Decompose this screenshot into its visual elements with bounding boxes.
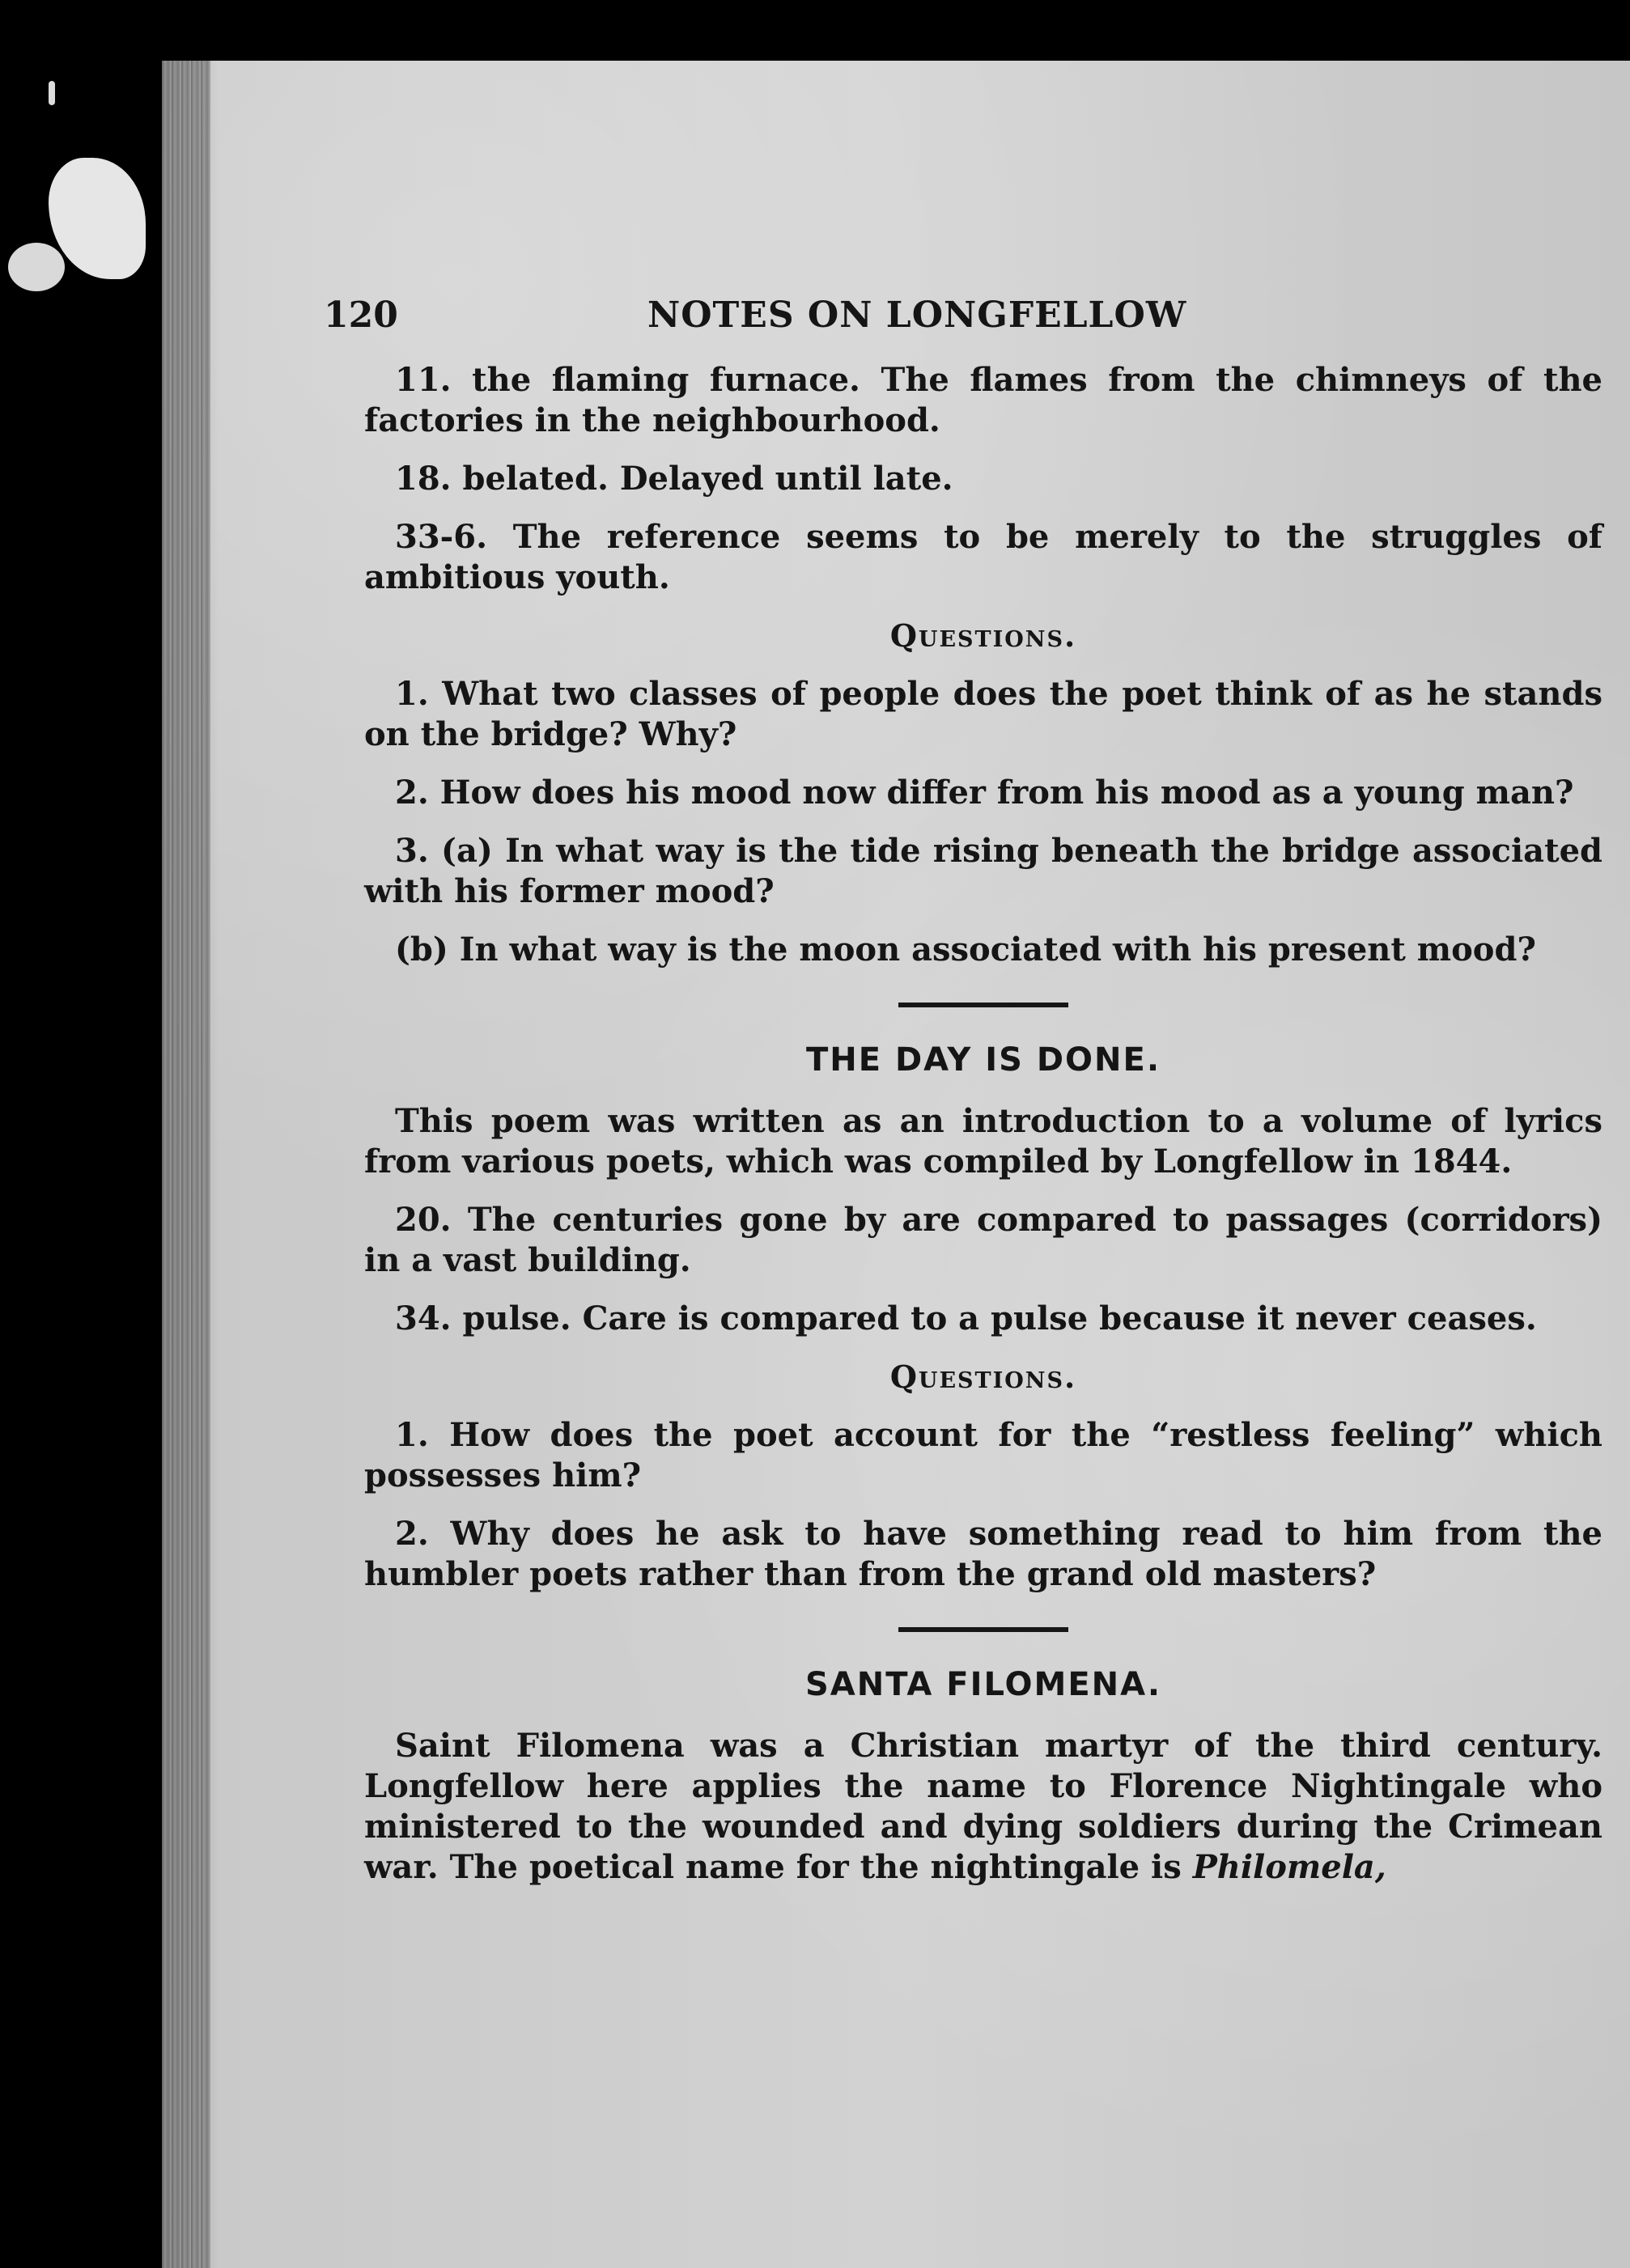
section-intro [364,1726,1602,1888]
running-title: NOTES ON LONGFELLOW [647,295,1187,336]
note-paragraph [364,1299,1602,1339]
questions-heading: Questions. [889,617,1077,654]
question-item: 1. What two classes of people does the poet think of as he stands on the bridge? Why? [364,675,1602,753]
question-item: 1. How does the poet account for the “restless feeling” which possesses him? [364,1416,1602,1494]
question-item: 2. Why does he ask to have something read to him from the humbler poets rather than from the grand old masters? [364,1515,1602,1593]
note-reference: 34. pulse. [395,1299,571,1337]
question-item: (b) In what way is the moon associated with his present mood? [395,931,1536,969]
note-text: Care is compared to a pulse because it never ceases. [582,1299,1537,1337]
question-item: 2. How does his mood now differ from his mood as a young man? [395,774,1574,812]
page-edge-shadow [162,61,210,2268]
section-intro: This poem was written as an introduction to a volume of lyrics from various poets, which was compiled by Longfellow in 1844. [364,1102,1602,1181]
paper-tear-fragment [8,243,65,291]
note-text: The reference seems to be merely to the struggles of ambitious youth. [364,518,1603,596]
note-paragraph [364,517,1602,598]
note-text: The centuries gone by are compared to passages (corridors) in a vast building. [364,1201,1602,1279]
page-number: 120 [324,295,398,336]
section-divider [898,1627,1068,1632]
note-reference: 33-6. [395,518,488,556]
note-text: The flames from the chimneys of the factories in the neighbourhood. [364,361,1602,439]
paper-speck [49,81,55,105]
note-text: Delayed until late. [619,460,953,498]
page-content [324,295,1603,1906]
questions-heading: Questions. [889,1359,1077,1395]
note-reference: 18. belated. [395,460,609,498]
section-intro-text: Saint Filomena was a Christian martyr of the third century. Longfellow here applies the name to Florence Nightingale who ministered to the wounded and dying soldiers during the Crimean war. The poetical name for the nightingale is [364,1727,1602,1886]
running-head [324,295,1602,344]
note-paragraph [364,459,1602,499]
section-divider [898,1003,1068,1007]
note-paragraph [364,360,1602,441]
note-reference: 20. [395,1201,452,1239]
question-item: 3. (a) In what way is the tide rising beneath the bridge associated with his former mood? [364,832,1602,910]
note-reference: 11. the flaming furnace. [395,361,860,399]
italic-term: Philomela, [1192,1848,1386,1886]
section-title: THE DAY IS DONE. [805,1041,1161,1079]
note-paragraph [364,1200,1602,1281]
section-title: SANTA FILOMENA. [804,1666,1162,1703]
book-page [162,61,1630,2268]
